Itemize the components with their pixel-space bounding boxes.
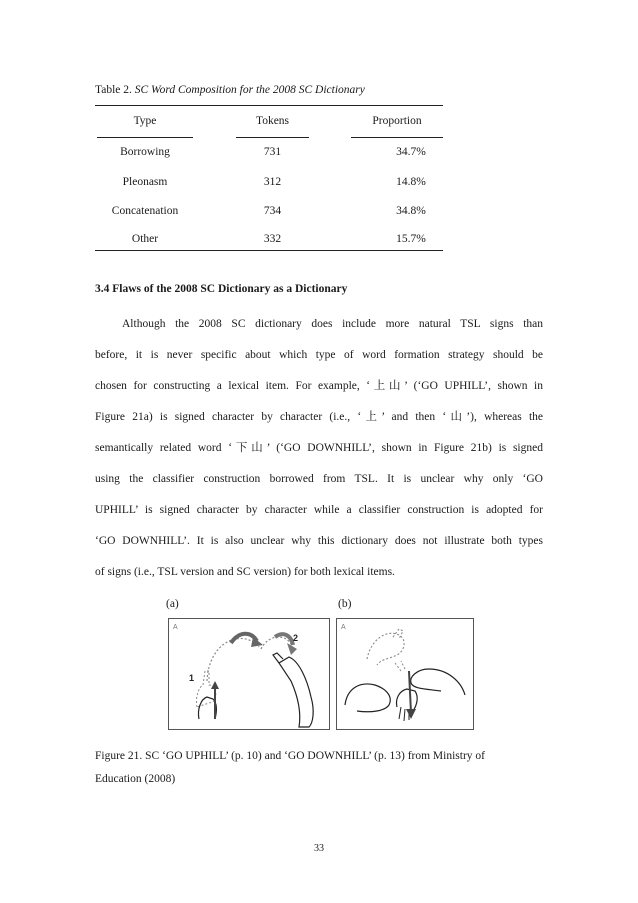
table-cell: 731: [263, 146, 282, 158]
table-cell: Concatenation: [111, 205, 179, 217]
figure-label-a: (a): [166, 598, 179, 610]
header-rule-type: [97, 137, 193, 138]
figure-caption-line: Figure 21. SC ‘GO UPHILL’ (p. 10) and ‘GO DOWNHILL’ (p. 13) from Ministry of: [95, 750, 485, 762]
table-cell: 34.7%: [396, 146, 426, 158]
paragraph-line: chosen for constructing a lexical item. For example, ‘上山’ (‘GO UPHILL’, shown in: [95, 380, 543, 392]
sign-illustration-go-uphill: [169, 619, 329, 729]
paragraph-line: Although the 2008 SC dictionary does include more natural TSL signs than: [122, 318, 543, 330]
paragraph-line: semantically related word ‘下山’ (‘GO DOWNHILL’, shown in Figure 21b) is signed: [95, 442, 543, 454]
paragraph-line: UPHILL’ is signed character by character while a classifier construction is adopted for: [95, 504, 543, 516]
paragraph-line: Figure 21a) is signed character by character (i.e., ‘上’ and then ‘山’), whereas the: [95, 411, 543, 423]
table-cell: Other: [131, 233, 159, 245]
paragraph-line: ‘GO DOWNHILL’. It is also unclear why this dictionary does not illustrate both types: [95, 535, 543, 547]
figure-panel-a: [168, 618, 330, 730]
panel-corner-mark: A: [173, 624, 178, 631]
sign-illustration-go-downhill: [337, 619, 473, 729]
table-cell: 332: [263, 233, 282, 245]
paragraph-line: of signs (i.e., TSL version and SC version) for both lexical items.: [95, 566, 395, 578]
table-header-tokens: Tokens: [255, 115, 290, 127]
table-cell: Borrowing: [120, 146, 170, 158]
step-number: 1: [189, 673, 195, 683]
figure-caption: [95, 745, 543, 791]
table-caption-prefix: Table 2.: [95, 84, 132, 96]
step-number: 2: [293, 633, 299, 643]
table-cell: 15.7%: [396, 233, 426, 245]
table-caption-title: SC Word Composition for the 2008 SC Dictionary: [134, 84, 365, 96]
header-rule-tokens: [236, 137, 309, 138]
figure-caption-line: Education (2008): [95, 773, 176, 785]
panel-corner-mark: A: [341, 624, 346, 631]
table-cell: 312: [263, 176, 282, 188]
page-number: 33: [314, 843, 324, 854]
table-cell: 34.8%: [396, 205, 426, 217]
table-header-type: Type: [133, 115, 157, 127]
table-cell: 14.8%: [396, 176, 426, 188]
section-heading: 3.4 Flaws of the 2008 SC Dictionary as a Dictionary: [95, 283, 348, 295]
figure-panel-b: [336, 618, 474, 730]
table-cell: Pleonasm: [122, 176, 168, 188]
table-bottom-rule: [95, 250, 443, 251]
table-caption: [95, 84, 365, 96]
table-header-proportion: Proportion: [372, 115, 422, 127]
table-cell: 734: [263, 205, 282, 217]
body-paragraph: [95, 309, 543, 588]
table-top-rule: [95, 105, 443, 106]
header-rule-proportion: [351, 137, 443, 138]
figure-label-b: (b): [338, 598, 352, 610]
paragraph-line: before, it is never specific about which type of word formation strategy should be: [95, 349, 543, 361]
paragraph-line: using the classifier construction borrowed from TSL. It is unclear why only ‘GO: [95, 473, 543, 485]
